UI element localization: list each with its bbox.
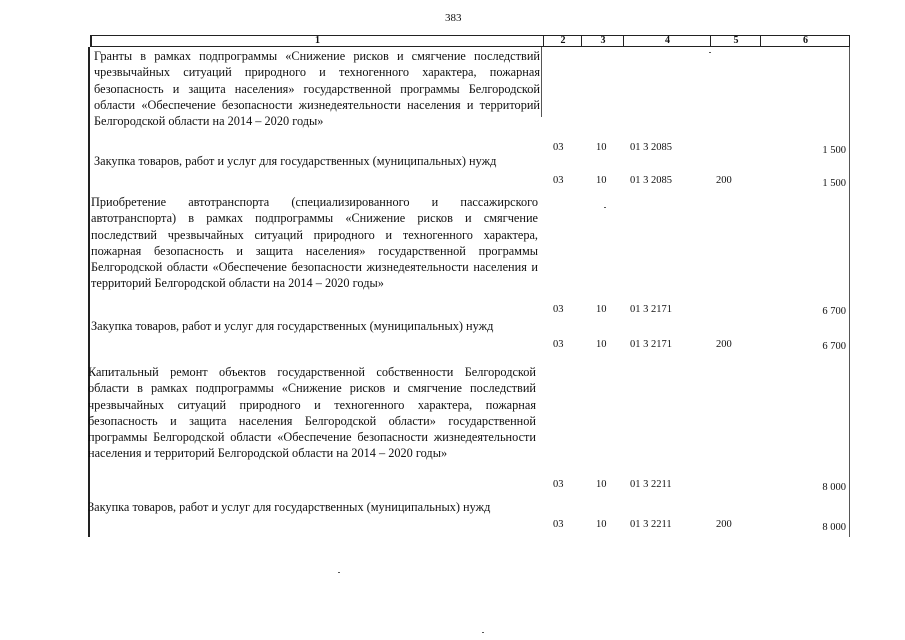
scan-speck <box>338 572 340 573</box>
row-amount: 1 500 <box>822 145 846 156</box>
row-amount: 8 000 <box>822 482 846 493</box>
header-col-5: 5 <box>710 36 761 46</box>
scan-speck <box>709 52 711 53</box>
row-description: Закупка товаров, работ и услуг для государственных (муниципальных) нужд <box>88 500 491 514</box>
row-description: Приобретение автотранспорта (специализированного и пассажирского автотранспорта) в рамках подпрограммы «Снижение рисков и смягчение последствий чрезвычайных ситуаций природного и техногенного характера, пожарная безопасность и защита населения» государственной программы Белгородской области «Обеспечение безопасности жизнедеятельности населения и территорий Белгородской области на 2014 – 2020 годы» <box>91 195 538 291</box>
row-subsection: 10 <box>596 175 607 186</box>
header-col-6: 6 <box>760 36 850 46</box>
row-target-code: 01 3 2211 <box>630 519 672 530</box>
row-amount: 8 000 <box>822 522 846 533</box>
row-section: 03 <box>553 479 564 490</box>
header-col-2: 2 <box>543 36 582 46</box>
row-subsection: 10 <box>596 519 607 530</box>
row-expense-type: 200 <box>716 519 732 530</box>
scan-speck <box>482 632 484 633</box>
header-col-3: 3 <box>581 36 624 46</box>
row-subsection: 10 <box>596 142 607 153</box>
row-section: 03 <box>553 519 564 530</box>
row-description: Закупка товаров, работ и услуг для государственных (муниципальных) нужд <box>94 154 497 168</box>
row-section: 03 <box>553 175 564 186</box>
row-description: Капитальный ремонт объектов государственной собственности Белгородской области в рамках подпрограммы «Снижение рисков и смягчение последствий чрезвычайных ситуаций природного и техногенного характера, пожарная безопасность и защита населения Белгородской области» государственной программы Белгородской области «Обеспечение безопасности жизнедеятельности населения и территорий Белгородской области на 2014 – 2020 годы» <box>88 365 536 461</box>
scan-speck <box>604 207 606 208</box>
row-amount: 6 700 <box>822 341 846 352</box>
row-target-code: 01 3 2171 <box>630 304 672 315</box>
table-column-divider <box>541 47 542 117</box>
row-subsection: 10 <box>596 304 607 315</box>
row-description: Гранты в рамках подпрограммы «Снижение рисков и смягчение последствий чрезвычайных ситуаций природного и техногенного характера, пожарная безопасность и защита населения» государственной программы Белгородской области «Обеспечение безопасности жизнедеятельности населения и территорий Белгородской области на 2014 – 2020 годы» <box>94 49 540 129</box>
table-left-border <box>88 47 90 537</box>
row-section: 03 <box>553 304 564 315</box>
row-expense-type: 200 <box>716 175 732 186</box>
table-header <box>90 35 850 47</box>
table-right-border <box>849 47 850 537</box>
row-expense-type: 200 <box>716 339 732 350</box>
row-description: Закупка товаров, работ и услуг для государственных (муниципальных) нужд <box>91 319 494 333</box>
row-amount: 1 500 <box>822 178 846 189</box>
row-amount: 6 700 <box>822 306 846 317</box>
header-col-1: 1 <box>315 35 320 46</box>
row-target-code: 01 3 2171 <box>630 339 672 350</box>
row-section: 03 <box>553 142 564 153</box>
row-subsection: 10 <box>596 339 607 350</box>
row-target-code: 01 3 2211 <box>630 479 672 490</box>
header-col-4: 4 <box>623 36 711 46</box>
page-number: 383 <box>445 12 462 24</box>
row-section: 03 <box>553 339 564 350</box>
row-target-code: 01 3 2085 <box>630 175 672 186</box>
row-target-code: 01 3 2085 <box>630 142 672 153</box>
row-subsection: 10 <box>596 479 607 490</box>
